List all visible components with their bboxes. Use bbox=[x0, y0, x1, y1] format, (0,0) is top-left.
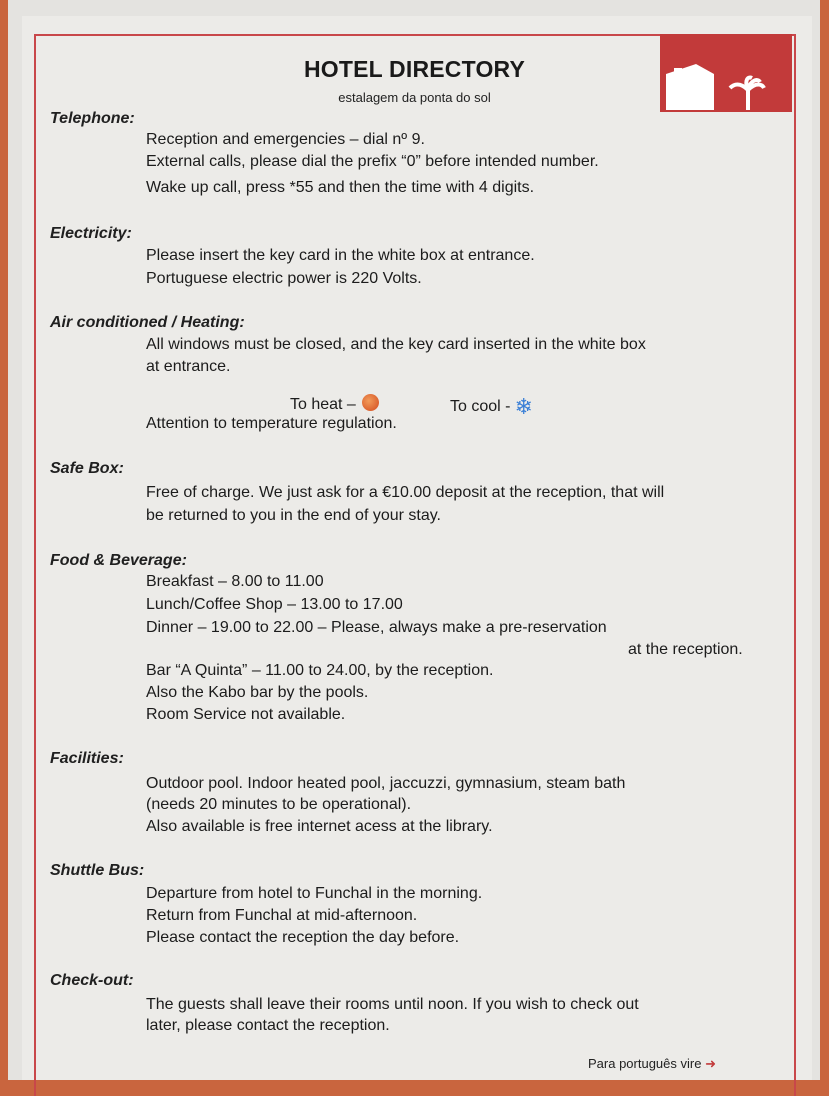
telephone-line: External calls, please dial the prefix “0” before intended number. bbox=[146, 153, 599, 170]
shuttle-line: Please contact the reception the day before. bbox=[146, 929, 460, 946]
food-line: Lunch/Coffee Shop – 13.00 to 17.00 bbox=[146, 596, 403, 613]
section-title-food-beverage: Food & Beverage: bbox=[50, 552, 187, 569]
section-title-safe-box: Safe Box: bbox=[50, 460, 124, 477]
section-title-air-conditioning: Air conditioned / Heating: bbox=[50, 314, 245, 331]
shuttle-line: Return from Funchal at mid-afternoon. bbox=[146, 907, 418, 924]
food-line: Dinner – 19.00 to 22.00 – Please, always make a pre-reservation bbox=[146, 619, 607, 636]
sun-icon bbox=[362, 394, 379, 411]
food-line: at the reception. bbox=[628, 641, 743, 658]
heat-label: To heat – bbox=[290, 396, 356, 413]
section-title-electricity: Electricity: bbox=[50, 225, 132, 242]
electricity-line: Portuguese electric power is 220 Volts. bbox=[146, 270, 422, 287]
section-title-check-out: Check-out: bbox=[50, 972, 134, 989]
safe-line: be returned to you in the end of your stay. bbox=[146, 507, 441, 524]
checkout-line: The guests shall leave their rooms until noon. If you wish to check out bbox=[146, 996, 639, 1013]
cool-label: To cool - bbox=[450, 398, 511, 415]
page-title: HOTEL DIRECTORY bbox=[303, 56, 526, 82]
telephone-line: Reception and emergencies – dial nº 9. bbox=[146, 131, 425, 148]
snowflake-icon: ❄ bbox=[514, 394, 533, 419]
checkout-line: later, please contact the reception. bbox=[146, 1017, 390, 1034]
telephone-line: Wake up call, press *55 and then the time with 4 digits. bbox=[146, 179, 535, 196]
cool-instruction bbox=[450, 394, 533, 420]
turn-over-text: Para português vire bbox=[588, 1056, 702, 1071]
shuttle-line: Departure from hotel to Funchal in the morning. bbox=[146, 885, 483, 902]
section-title-shuttle-bus: Shuttle Bus: bbox=[50, 862, 145, 879]
food-line: Bar “A Quinta” – 11.00 to 24.00, by the reception. bbox=[146, 662, 494, 679]
section-title-facilities: Facilities: bbox=[50, 750, 124, 767]
facilities-line: Also available is free internet acess at the library. bbox=[146, 818, 493, 835]
turn-over-note bbox=[588, 1056, 716, 1072]
food-line: Room Service not available. bbox=[146, 706, 346, 723]
arrow-right-icon: ➜ bbox=[705, 1056, 716, 1071]
electricity-line: Please insert the key card in the white box at entrance. bbox=[146, 247, 535, 264]
food-line: Also the Kabo bar by the pools. bbox=[146, 684, 369, 701]
facilities-line: Outdoor pool. Indoor heated pool, jaccuzzi, gymnasium, steam bath bbox=[146, 775, 626, 792]
heat-instruction bbox=[290, 394, 379, 414]
air-attention: Attention to temperature regulation. bbox=[146, 415, 397, 432]
air-line: at entrance. bbox=[146, 358, 231, 375]
page-subtitle: estalagem da ponta do sol bbox=[338, 90, 491, 105]
section-title-telephone: Telephone: bbox=[50, 110, 135, 127]
food-line: Breakfast – 8.00 to 11.00 bbox=[146, 573, 324, 590]
safe-line: Free of charge. We just ask for a €10.00 deposit at the reception, that will bbox=[146, 484, 665, 501]
air-line: All windows must be closed, and the key card inserted in the white box bbox=[146, 336, 646, 353]
facilities-line: (needs 20 minutes to be operational). bbox=[146, 796, 412, 813]
